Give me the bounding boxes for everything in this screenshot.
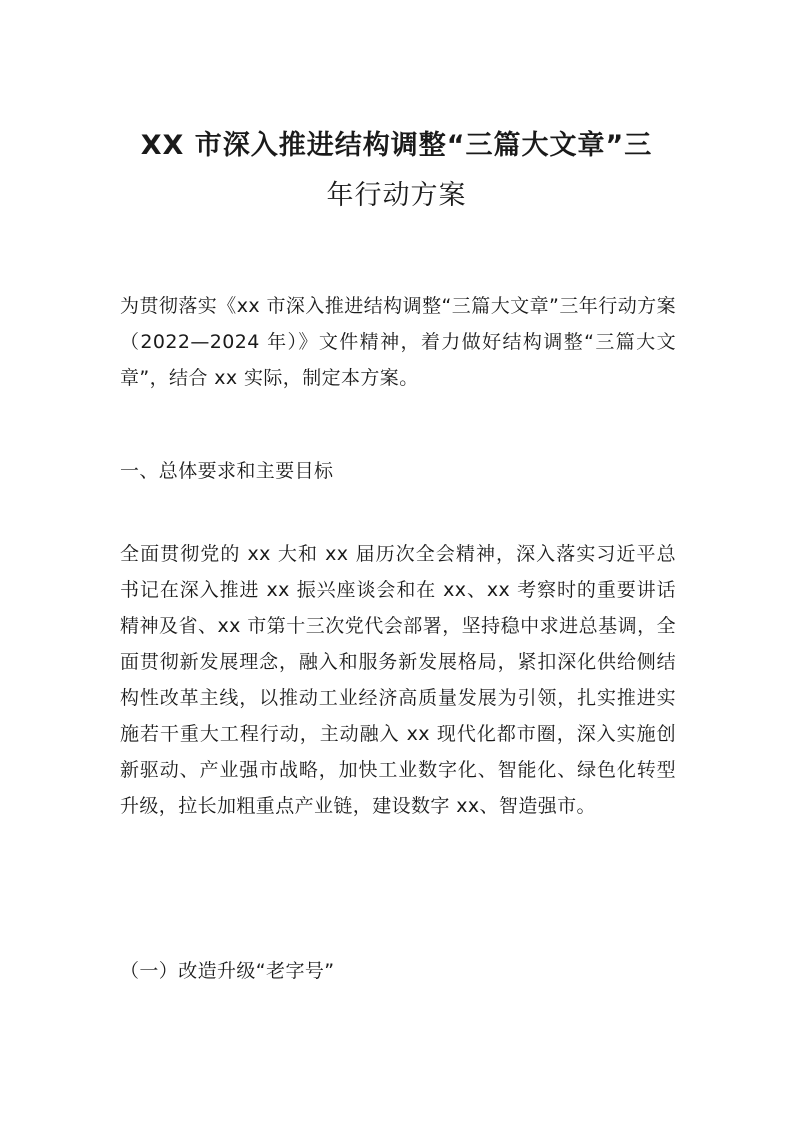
intro-paragraph: 为贯彻落实《xx 市深入推进结构调整“三篇大文章”三年行动方案（2022—2024 年）》文件精神，着力做好结构调整“三篇大文章”，结合 xx 实际，制定本方案。 [120, 295, 676, 389]
document-title-line2: 年行动方案 [326, 180, 467, 211]
section-heading-general-requirements: 一、总体要求和主要目标 [120, 460, 334, 482]
document-title-line1: XX 市深入推进结构调整“三篇大文章”三 [140, 130, 653, 161]
section-paragraph-general-requirements: 全面贯彻党的 xx 大和 xx 届历次全会精神，深入落实习近平总书记在深入推进 xx 振兴座谈会和在 xx、xx 考察时的重要讲话精神及省、xx 市第十三次党代会部署，坚持稳中求进总基调，全面贯彻新发展理念，融入和服务新发展格局，紧扣深化供给侧结构性改革主线，以推动工业经济高质量发展为引领，扎实推进实施若干重大工程行动，主动融入 xx 现代化都市圈，深入实施创新驱动、产业强市战略，加快工业数字化、智能化、绿色化转型升级，拉长加粗重点产业链，建设数字 xx、智造强市。 [120, 543, 676, 817]
subsection-heading-upgrade: （一）改造升级“老字号” [120, 960, 335, 982]
